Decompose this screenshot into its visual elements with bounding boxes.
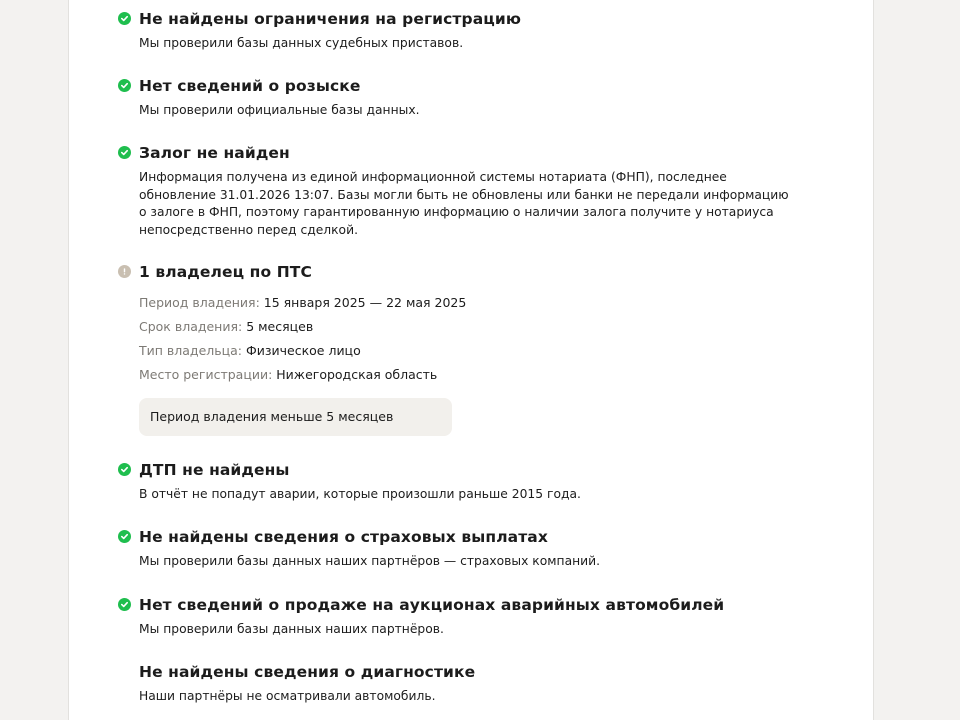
owner-warning-note: Период владения меньше 5 месяцев <box>139 398 452 436</box>
check-circle-icon <box>118 530 131 543</box>
check-title: Нет сведений о розыске <box>139 77 361 95</box>
owner-row-duration <box>139 319 313 334</box>
owner-row-region <box>139 367 437 382</box>
owner-row-period <box>139 295 466 310</box>
row-key: Место регистрации: <box>139 367 273 382</box>
check-description: Мы проверили официальные базы данных. <box>139 103 420 117</box>
check-description: Наши партнёры не осматривали автомобиль. <box>139 689 436 703</box>
check-description: Мы проверили базы данных наших партнёров. <box>139 622 444 636</box>
row-key: Период владения: <box>139 295 260 310</box>
check-circle-icon <box>118 598 131 611</box>
check-circle-icon <box>118 146 131 159</box>
check-circle-icon <box>118 463 131 476</box>
row-value: 15 января 2025 — 22 мая 2025 <box>263 295 467 310</box>
check-title: Не найдены сведения о страховых выплатах <box>139 528 548 546</box>
check-description: В отчёт не попадут аварии, которые произошли раньше 2015 года. <box>139 487 581 501</box>
check-circle-icon <box>118 12 131 25</box>
check-title: ДТП не найдены <box>139 461 290 479</box>
row-value: 5 месяцев <box>246 319 314 334</box>
check-title: Не найдены ограничения на регистрацию <box>139 10 521 28</box>
row-value: Нижегородская область <box>276 367 438 382</box>
check-description: Информация получена из единой информационной системы нотариата (ФНП), последнее обновление 31.01.2026 13:07. Базы могли быть не обновлены или банки не передали информацию о залоге в ФНП, поэтому гарантированную информацию о наличии залога получите у нотариуса непосредственно перед сделкой. <box>139 170 789 237</box>
row-value: Физическое лицо <box>245 343 361 358</box>
owner-title: 1 владелец по ПТС <box>139 263 312 281</box>
check-description: Мы проверили базы данных судебных приставов. <box>139 36 464 50</box>
check-title: Нет сведений о продаже на аукционах аварийных автомобилей <box>139 596 725 614</box>
owner-row-type <box>139 343 361 358</box>
check-description: Мы проверили базы данных наших партнёров — страховых компаний. <box>139 554 601 568</box>
row-key: Срок владения: <box>139 319 243 334</box>
info-circle-icon <box>118 265 131 278</box>
row-key: Тип владельца: <box>139 343 242 358</box>
check-title: Залог не найден <box>139 144 290 162</box>
check-title: Не найдены сведения о диагностике <box>139 663 476 681</box>
check-circle-icon <box>118 79 131 92</box>
